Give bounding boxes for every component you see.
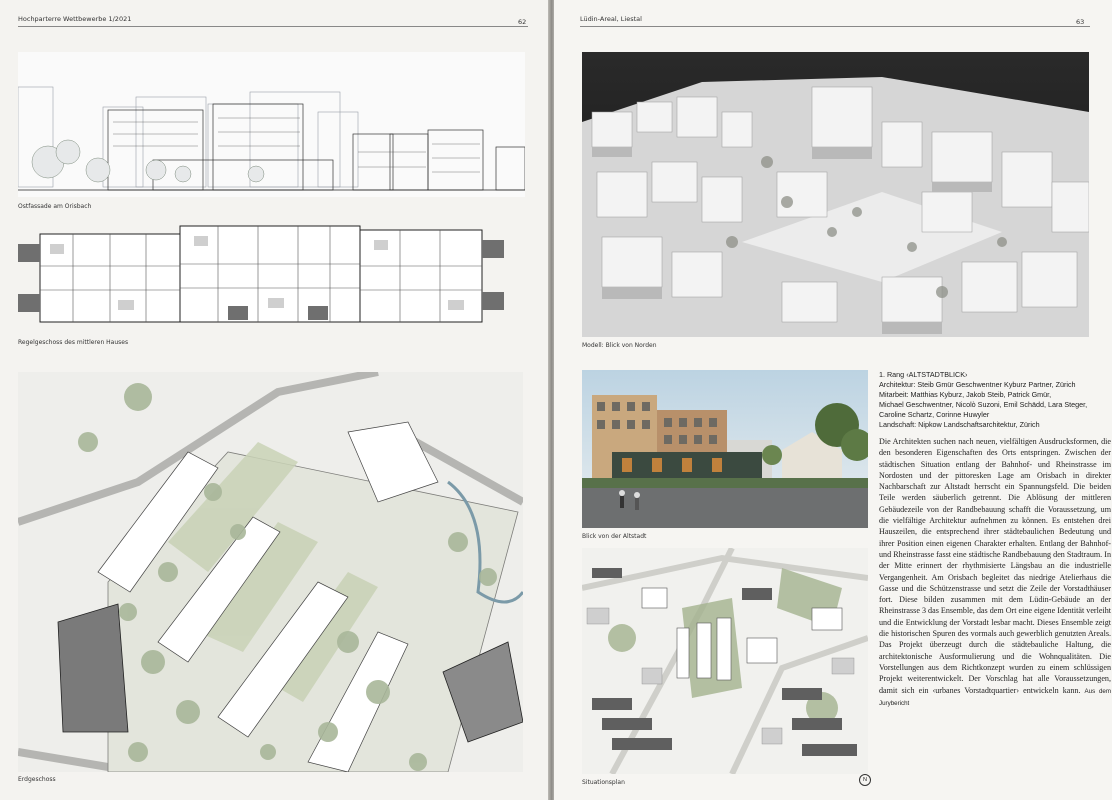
header-rule-right [580, 26, 1090, 27]
ground-floor-plan-drawing [18, 372, 523, 772]
page-number-right: 63 [1076, 18, 1085, 26]
jury-report-text [879, 436, 1111, 709]
page-number-left: 62 [518, 18, 527, 26]
running-head-left: Hochparterre Wettbewerbe 1/2021 [18, 15, 132, 23]
running-head-right: Lüdin-Areal, Liestal [580, 15, 642, 23]
project-title: ‹ALTSTADTBLICK› [906, 370, 968, 379]
site-plan-drawing [582, 548, 868, 774]
caption-floor-plan: Regelgeschoss des mittleren Hauses [18, 339, 129, 346]
model-photo [582, 52, 1089, 337]
right-page [554, 0, 1112, 800]
project-header [879, 370, 1111, 430]
north-arrow-label: N [863, 777, 867, 783]
left-page [0, 0, 550, 800]
caption-east-facade: Ostfassade am Orisbach [18, 203, 92, 210]
credits-team-1: Mitarbeit: Matthias Kyburz, Jakob Steib, Patrick Gmür, [879, 390, 1052, 399]
caption-model: Modell: Blick von Norden [582, 342, 657, 349]
project-text-column [879, 370, 1111, 709]
header-rule-left [18, 26, 528, 27]
credits-team-3: Caroline Schartz, Corinne Huwyler [879, 410, 990, 419]
caption-site-plan: Situationsplan [582, 779, 625, 786]
east-facade-drawing [18, 52, 525, 197]
caption-ground-floor: Erdgeschoss [18, 776, 56, 783]
credits-landscape: Landschaft: Nipkow Landschaftsarchitektur, Zürich [879, 420, 1040, 429]
jury-report-source: Aus dem Jurybericht [879, 687, 1111, 707]
old-town-view-rendering [582, 370, 868, 528]
credits-architecture: Architektur: Steib Gmür Geschwentner Kyburz Partner, Zürich [879, 380, 1076, 389]
project-rank: 1. Rang [879, 370, 905, 379]
credits-team-2: Michael Geschwentner, Nicolò Suzoni, Emil Schädd, Lara Steger, [879, 400, 1088, 409]
caption-old-town-view: Blick von der Altstadt [582, 533, 647, 540]
floor-plan-drawing [18, 224, 507, 332]
north-arrow-icon [859, 774, 871, 786]
jury-report-body: Die Architekten suchen nach neuen, vielfältigen Ausdrucksformen, die den besonderen Eigenschaften des Orts entspringen. Zwischen der städtischen Situation entlang der Bahnhof- und Rheinstrasse im Nordosten und der pittoresken Lage am Orisbach in direkter Nachbarschaft zur Altstadt herrscht ein Spannungsfeld. Die beiden Teile werden säuberlich getrennt. Die Ablösung der mittleren Gebäudezeile von der Randbebauung schafft die Voraussetzung, um die vielfältige Architektur aufnehmen zu können. Es entstehen drei Hauszeilen, die entsprechend ihrer städtebaulichen Bedeutung und ihrer Position einen eigenen Charakter erhalten. Entlang der Bahnhof- und Rheinstrasse fasst eine städtische Randbebauung den Stadtraum. In der Mitte erinnert der rhythmisierte Längsbau an die industrielle Vergangenheit. Am Orisbach begleitet das niedrige Atelierhaus die Gasse und die Schützenstrasse und setzt die Zeile der Vorstadthäuser fort. Diese bilden zusammen mit dem Lüdin-Gebäude an der Rheinstrasse 3 das Ensemble, das dem Ort eine eigene Identität verleiht und die Entwicklung der Vorstadt lesbar macht. Dieses Ensemble zeigt die historischen Spuren des vormals auch gewerblich genutzten Areals. Das Projekt überzeugt durch die städtebauliche Haltung, die architektonische Ausformulierung und die Wohnqualitäten. Die Vorstellungen aus dem Richtkonzept wurden zu einem schlüssigen Projekt weiterentwickelt. Der Vorschlag hat alle Voraussetzungen, damit sich ein ‹urbanes Vorstadtquartier› entwickeln kann. [879, 437, 1111, 695]
